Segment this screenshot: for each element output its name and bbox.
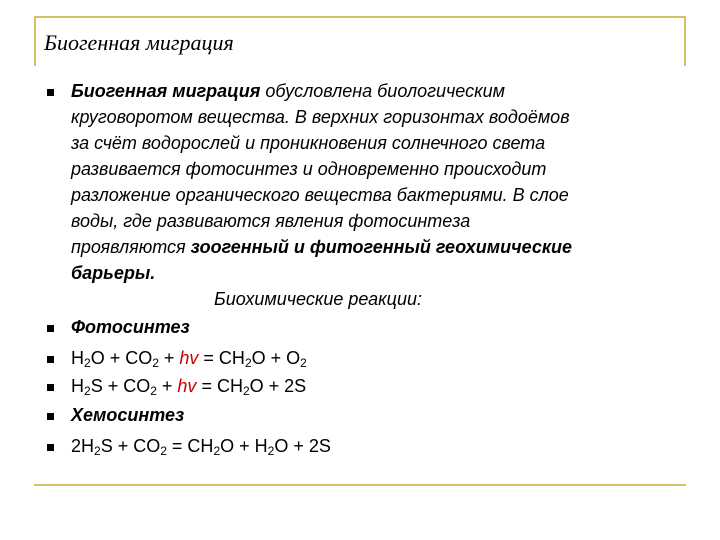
- eq-part: O + 2S: [274, 436, 331, 456]
- eq-part: O + H: [220, 436, 268, 456]
- eq-part: +: [158, 348, 180, 368]
- eq-part: = CH: [196, 376, 243, 396]
- paragraph-line-8: барьеры.: [71, 263, 156, 283]
- eq-part: S + CO: [90, 376, 151, 396]
- photosynthesis-label: Фотосинтез: [71, 317, 190, 337]
- chemosynthesis-label: Хемосинтез: [71, 405, 185, 425]
- light-symbol: hv: [179, 348, 199, 368]
- eq-part: = CH: [166, 436, 214, 456]
- paragraph-line-5: разложение органического вещества бактериями. В слое: [71, 185, 569, 205]
- eq-part: 2H: [71, 436, 95, 456]
- paragraph-line-1: [71, 80, 505, 102]
- eq-subscript: 2: [84, 356, 91, 370]
- eq-part: +: [156, 376, 178, 396]
- eq-subscript: 2: [300, 356, 307, 370]
- bullet-marker: [47, 384, 54, 391]
- bullet-marker: [47, 325, 54, 332]
- equation-photosynthesis-2: [71, 375, 306, 397]
- paragraph-text: проявляются: [71, 237, 191, 257]
- eq-subscript: 2: [244, 356, 252, 370]
- equation-chemosynthesis: [71, 435, 331, 457]
- eq-subscript: 2: [152, 356, 159, 370]
- equation-photosynthesis-1: [71, 347, 307, 369]
- slide-title: Биогенная миграция: [44, 30, 234, 55]
- paragraph-text: обусловлена биологическим: [260, 81, 505, 101]
- eq-part: H: [71, 348, 84, 368]
- light-symbol: hv: [177, 376, 197, 396]
- eq-subscript: 2: [160, 444, 167, 458]
- eq-subscript: 2: [94, 444, 101, 458]
- paragraph-line-7: [71, 236, 572, 258]
- eq-part: O + CO: [90, 348, 153, 368]
- bullet-marker: [47, 356, 54, 363]
- eq-part: H: [71, 376, 84, 396]
- eq-part: O + O: [251, 348, 301, 368]
- paragraph-line-3: за счёт водорослей и проникновения солнечного света: [71, 133, 546, 153]
- eq-part: O + 2S: [249, 376, 307, 396]
- paragraph-line-4: развивается фотосинтез и одновременно происходит: [71, 159, 547, 179]
- eq-subscript: 2: [84, 384, 91, 398]
- term-barriers: зоогенный и фитогенный геохимические: [190, 237, 572, 257]
- paragraph-line-6: воды, где развиваются явления фотосинтеза: [71, 211, 471, 231]
- term-biogenic-migration: Биогенная миграция: [71, 81, 261, 101]
- bullet-marker: [47, 444, 54, 451]
- eq-part: S + CO: [100, 436, 161, 456]
- bullet-marker: [47, 89, 54, 96]
- reactions-subheading: Биохимические реакции:: [214, 289, 422, 309]
- bullet-marker: [47, 413, 54, 420]
- eq-subscript: 2: [213, 444, 221, 458]
- eq-subscript: 2: [150, 384, 157, 398]
- eq-part: = CH: [198, 348, 245, 368]
- paragraph-line-2: круговоротом вещества. В верхних горизонтах водоёмов: [71, 107, 570, 127]
- eq-subscript: 2: [267, 444, 275, 458]
- eq-subscript: 2: [242, 384, 250, 398]
